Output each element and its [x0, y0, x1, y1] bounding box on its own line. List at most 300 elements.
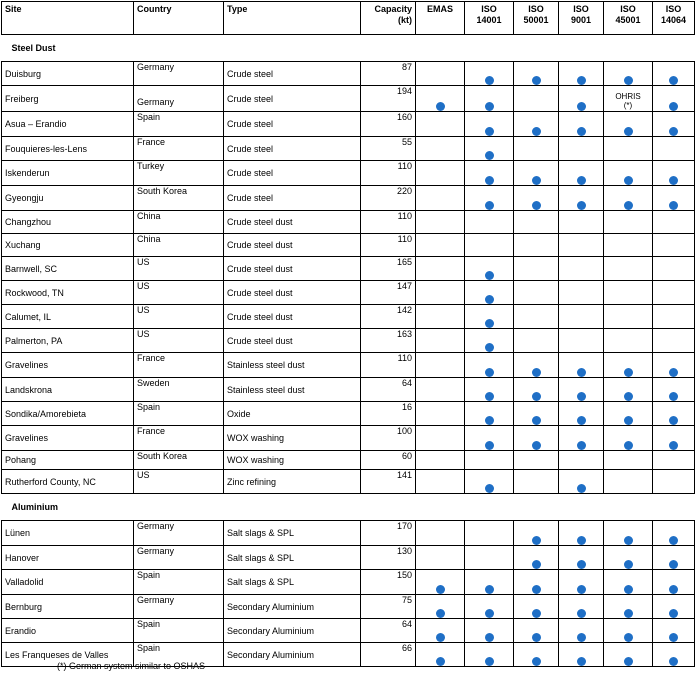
type-cell: Secondary Aluminium — [224, 595, 361, 619]
certified-dot-icon — [577, 76, 586, 85]
country-cell: US — [134, 470, 224, 494]
footnote: (*) German system similar to OSHAS — [57, 661, 206, 671]
certified-dot-icon — [624, 441, 633, 450]
certified-dot-icon — [669, 536, 678, 545]
certified-dot-icon — [532, 201, 541, 210]
certified-dot-icon — [624, 657, 633, 666]
country-cell: China — [134, 211, 224, 234]
cert-cell — [465, 521, 514, 546]
certified-dot-icon — [485, 176, 494, 185]
cert-cell — [514, 643, 559, 667]
capacity-cell: 66 — [361, 643, 416, 667]
site-cell: Gravelines — [2, 426, 134, 451]
cert-cell — [559, 86, 604, 112]
table-row — [2, 257, 695, 281]
site-cell: Iskenderun — [2, 161, 134, 186]
certified-dot-icon — [577, 633, 586, 642]
site-cell: Gravelines — [2, 353, 134, 378]
certified-dot-icon — [669, 368, 678, 377]
header-emas: EMAS — [416, 2, 465, 35]
header-iso-50001: ISO 50001 — [514, 2, 559, 35]
header-capacity: Capacity (kt) — [361, 2, 416, 35]
type-cell: Zinc refining — [224, 470, 361, 494]
cert-cell — [514, 211, 559, 234]
type-cell: Crude steel dust — [224, 329, 361, 353]
cert-cell — [465, 211, 514, 234]
cert-cell — [514, 112, 559, 137]
cert-cell — [465, 643, 514, 667]
certified-dot-icon — [577, 201, 586, 210]
capacity-cell: 110 — [361, 211, 416, 234]
cert-cell — [604, 86, 653, 112]
cert-cell — [465, 451, 514, 470]
certified-dot-icon — [577, 536, 586, 545]
cert-cell — [604, 137, 653, 161]
cert-cell — [604, 329, 653, 353]
cert-cell — [514, 470, 559, 494]
cert-cell — [416, 161, 465, 186]
type-cell: Crude steel — [224, 112, 361, 137]
type-cell: Stainless steel dust — [224, 353, 361, 378]
header-iso-45001: ISO 45001 — [604, 2, 653, 35]
country-cell: Germany — [134, 521, 224, 546]
cert-cell — [604, 257, 653, 281]
capacity-cell: 160 — [361, 112, 416, 137]
capacity-cell: 16 — [361, 402, 416, 426]
type-cell: Secondary Aluminium — [224, 619, 361, 643]
cert-cell — [416, 329, 465, 353]
certified-dot-icon — [485, 441, 494, 450]
certified-dot-icon — [577, 368, 586, 377]
certified-dot-icon — [624, 176, 633, 185]
certified-dot-icon — [624, 633, 633, 642]
certified-dot-icon — [669, 657, 678, 666]
cert-cell — [653, 211, 695, 234]
cert-cell — [465, 257, 514, 281]
cert-cell — [416, 353, 465, 378]
capacity-cell: 110 — [361, 234, 416, 257]
cert-cell — [604, 451, 653, 470]
cert-cell — [653, 86, 695, 112]
capacity-cell: 110 — [361, 161, 416, 186]
cert-cell — [514, 234, 559, 257]
table-row — [2, 353, 695, 378]
cert-cell — [559, 643, 604, 667]
cert-cell — [559, 619, 604, 643]
certified-dot-icon — [485, 76, 494, 85]
cert-cell — [653, 305, 695, 329]
certified-dot-icon — [532, 392, 541, 401]
cert-cell — [465, 137, 514, 161]
country-cell: Germany — [134, 62, 224, 86]
cert-cell — [604, 402, 653, 426]
cert-cell — [416, 234, 465, 257]
type-cell: Crude steel — [224, 86, 361, 112]
table-row — [2, 161, 695, 186]
cert-cell — [604, 353, 653, 378]
cert-cell — [416, 643, 465, 667]
cert-cell — [559, 62, 604, 86]
cert-cell — [604, 234, 653, 257]
table-row — [2, 86, 695, 112]
certified-dot-icon — [577, 585, 586, 594]
certified-dot-icon — [532, 633, 541, 642]
section-title: Aluminium — [2, 494, 695, 521]
type-cell: WOX washing — [224, 426, 361, 451]
cert-cell — [514, 137, 559, 161]
cert-cell — [604, 619, 653, 643]
cert-cell — [604, 62, 653, 86]
certified-dot-icon — [485, 319, 494, 328]
certified-dot-icon — [485, 102, 494, 111]
country-cell: France — [134, 353, 224, 378]
site-cell: Fouquieres-les-Lens — [2, 137, 134, 161]
country-cell: France — [134, 426, 224, 451]
certified-dot-icon — [485, 416, 494, 425]
cert-cell — [653, 570, 695, 595]
cert-cell — [559, 378, 604, 402]
cert-cell — [604, 546, 653, 570]
cert-cell — [559, 281, 604, 305]
certified-dot-icon — [532, 585, 541, 594]
certified-dot-icon — [669, 76, 678, 85]
type-cell: Salt slags & SPL — [224, 521, 361, 546]
type-cell: Salt slags & SPL — [224, 546, 361, 570]
site-cell: Les Franqueses de Valles — [2, 643, 134, 667]
capacity-cell: 165 — [361, 257, 416, 281]
cert-cell — [559, 112, 604, 137]
certified-dot-icon — [624, 127, 633, 136]
capacity-cell: 64 — [361, 378, 416, 402]
cert-cell — [416, 402, 465, 426]
country-cell: Turkey — [134, 161, 224, 186]
site-cell: Bernburg — [2, 595, 134, 619]
capacity-cell: 194 — [361, 86, 416, 112]
capacity-cell: 100 — [361, 426, 416, 451]
certified-dot-icon — [669, 102, 678, 111]
cert-cell — [653, 546, 695, 570]
certified-dot-icon — [436, 585, 445, 594]
cert-cell — [559, 161, 604, 186]
site-cell: Lünen — [2, 521, 134, 546]
type-cell: Stainless steel dust — [224, 378, 361, 402]
cert-cell — [604, 378, 653, 402]
country-cell: Spain — [134, 643, 224, 667]
type-cell: Crude steel — [224, 62, 361, 86]
table-body — [2, 35, 695, 667]
site-cell: Calumet, IL — [2, 305, 134, 329]
site-cell: Palmerton, PA — [2, 329, 134, 353]
cert-cell — [465, 378, 514, 402]
country-cell: US — [134, 281, 224, 305]
certified-dot-icon — [485, 368, 494, 377]
table-row — [2, 451, 695, 470]
cert-cell — [514, 426, 559, 451]
cert-cell — [465, 570, 514, 595]
table-row — [2, 329, 695, 353]
type-cell: Crude steel dust — [224, 305, 361, 329]
cert-cell — [653, 402, 695, 426]
country-cell: China — [134, 234, 224, 257]
cert-cell — [465, 86, 514, 112]
type-cell: Crude steel dust — [224, 211, 361, 234]
table-row — [2, 546, 695, 570]
cert-cell — [465, 402, 514, 426]
cert-cell — [653, 521, 695, 546]
cert-cell — [604, 643, 653, 667]
cert-cell — [653, 595, 695, 619]
certified-dot-icon — [669, 201, 678, 210]
cert-cell — [514, 62, 559, 86]
table-row — [2, 470, 695, 494]
site-cell: Gyeongju — [2, 186, 134, 211]
cert-cell — [416, 86, 465, 112]
cert-cell — [653, 62, 695, 86]
table-row — [2, 234, 695, 257]
country-cell: Spain — [134, 402, 224, 426]
site-cell: Rockwood, TN — [2, 281, 134, 305]
table-row — [2, 426, 695, 451]
certified-dot-icon — [577, 441, 586, 450]
country-cell: South Korea — [134, 451, 224, 470]
certified-dot-icon — [669, 633, 678, 642]
country-cell: Sweden — [134, 378, 224, 402]
type-cell: Crude steel — [224, 137, 361, 161]
capacity-cell: 170 — [361, 521, 416, 546]
cert-cell — [416, 137, 465, 161]
certified-dot-icon — [669, 416, 678, 425]
certified-dot-icon — [624, 609, 633, 618]
certified-dot-icon — [624, 585, 633, 594]
cert-cell — [514, 161, 559, 186]
certified-dot-icon — [577, 127, 586, 136]
header-row — [2, 2, 695, 35]
header-site: Site — [2, 2, 134, 35]
cert-cell — [416, 112, 465, 137]
certified-dot-icon — [532, 441, 541, 450]
type-cell: Crude steel dust — [224, 234, 361, 257]
type-cell: Crude steel dust — [224, 281, 361, 305]
cert-cell — [653, 378, 695, 402]
certified-dot-icon — [532, 609, 541, 618]
cert-cell — [559, 426, 604, 451]
cert-cell — [559, 470, 604, 494]
certified-dot-icon — [485, 295, 494, 304]
certified-dot-icon — [624, 76, 633, 85]
certified-dot-icon — [532, 176, 541, 185]
cert-cell — [653, 329, 695, 353]
cert-cell — [559, 211, 604, 234]
section-header-row — [2, 35, 695, 62]
capacity-cell: 142 — [361, 305, 416, 329]
cert-cell — [559, 570, 604, 595]
site-cell: Barnwell, SC — [2, 257, 134, 281]
cert-cell — [559, 257, 604, 281]
cert-cell — [514, 570, 559, 595]
type-cell: Oxide — [224, 402, 361, 426]
cert-cell — [604, 305, 653, 329]
table-row — [2, 137, 695, 161]
country-cell: Spain — [134, 570, 224, 595]
country-cell: France — [134, 137, 224, 161]
capacity-cell: 110 — [361, 353, 416, 378]
certified-dot-icon — [624, 392, 633, 401]
type-cell: Secondary Aluminium — [224, 643, 361, 667]
cert-cell — [604, 521, 653, 546]
table-row — [2, 281, 695, 305]
certified-dot-icon — [485, 151, 494, 160]
cert-cell — [653, 186, 695, 211]
capacity-cell: 141 — [361, 470, 416, 494]
header-iso-14001: ISO 14001 — [465, 2, 514, 35]
cert-cell — [465, 281, 514, 305]
cert-cell — [604, 570, 653, 595]
certified-dot-icon — [485, 201, 494, 210]
certified-dot-icon — [436, 102, 445, 111]
cert-cell — [416, 281, 465, 305]
site-cell: Rutherford County, NC — [2, 470, 134, 494]
certified-dot-icon — [669, 441, 678, 450]
capacity-cell: 75 — [361, 595, 416, 619]
table-row — [2, 186, 695, 211]
cert-cell — [559, 329, 604, 353]
cert-cell — [653, 281, 695, 305]
cert-cell — [604, 595, 653, 619]
cert-cell — [653, 257, 695, 281]
type-cell: Crude steel dust — [224, 257, 361, 281]
cert-cell — [653, 426, 695, 451]
certified-dot-icon — [577, 484, 586, 493]
certified-dot-icon — [669, 127, 678, 136]
certified-dot-icon — [669, 585, 678, 594]
cert-cell — [514, 546, 559, 570]
table-row — [2, 211, 695, 234]
certified-dot-icon — [485, 633, 494, 642]
certified-dot-icon — [624, 416, 633, 425]
cert-cell — [416, 211, 465, 234]
cert-cell — [416, 546, 465, 570]
certified-dot-icon — [532, 416, 541, 425]
header-iso-9001: ISO 9001 — [559, 2, 604, 35]
certified-dot-icon — [485, 609, 494, 618]
cert-cell — [465, 426, 514, 451]
certified-dot-icon — [532, 657, 541, 666]
certified-dot-icon — [577, 416, 586, 425]
cert-cell — [465, 62, 514, 86]
cert-cell — [416, 570, 465, 595]
cert-cell — [514, 329, 559, 353]
cert-cell — [416, 619, 465, 643]
cert-cell — [465, 186, 514, 211]
cert-cell — [604, 426, 653, 451]
certified-dot-icon — [485, 657, 494, 666]
cert-cell — [604, 211, 653, 234]
table-row — [2, 521, 695, 546]
table-row — [2, 402, 695, 426]
country-cell: South Korea — [134, 186, 224, 211]
certified-dot-icon — [485, 484, 494, 493]
certified-dot-icon — [532, 127, 541, 136]
table-row — [2, 305, 695, 329]
cert-cell — [465, 353, 514, 378]
cert-cell — [653, 353, 695, 378]
cert-cell — [514, 281, 559, 305]
site-cell: Erandio — [2, 619, 134, 643]
cert-cell — [604, 112, 653, 137]
country-cell: US — [134, 329, 224, 353]
capacity-cell: 163 — [361, 329, 416, 353]
table-row — [2, 570, 695, 595]
table-row — [2, 62, 695, 86]
cert-cell — [653, 643, 695, 667]
certified-dot-icon — [485, 271, 494, 280]
site-cell: Sondika/Amorebieta — [2, 402, 134, 426]
capacity-cell: 64 — [361, 619, 416, 643]
table-row — [2, 619, 695, 643]
cert-cell — [416, 305, 465, 329]
header-iso-14064: ISO 14064 — [653, 2, 695, 35]
capacity-cell: 55 — [361, 137, 416, 161]
header-type: Type — [224, 2, 361, 35]
cert-cell — [416, 521, 465, 546]
cert-cell — [653, 137, 695, 161]
cert-cell — [653, 112, 695, 137]
cert-cell — [559, 305, 604, 329]
capacity-cell: 220 — [361, 186, 416, 211]
certified-dot-icon — [669, 392, 678, 401]
capacity-cell: 150 — [361, 570, 416, 595]
cert-cell — [559, 137, 604, 161]
certified-dot-icon — [577, 609, 586, 618]
certified-dot-icon — [436, 657, 445, 666]
cert-cell — [416, 470, 465, 494]
section-title: Steel Dust — [2, 35, 695, 62]
certified-dot-icon — [624, 368, 633, 377]
certified-dot-icon — [624, 201, 633, 210]
certified-dot-icon — [485, 343, 494, 352]
cert-cell — [653, 234, 695, 257]
certified-dot-icon — [485, 127, 494, 136]
table-row — [2, 112, 695, 137]
certified-dot-icon — [669, 176, 678, 185]
capacity-cell: 60 — [361, 451, 416, 470]
cert-cell — [559, 353, 604, 378]
certified-dot-icon — [577, 657, 586, 666]
cert-cell — [559, 451, 604, 470]
cert-cell — [416, 378, 465, 402]
cert-cell — [514, 305, 559, 329]
cert-cell — [559, 595, 604, 619]
certified-dot-icon — [669, 560, 678, 569]
cert-cell — [465, 595, 514, 619]
certified-dot-icon — [436, 633, 445, 642]
type-cell: Salt slags & SPL — [224, 570, 361, 595]
capacity-cell: 147 — [361, 281, 416, 305]
cert-cell — [514, 378, 559, 402]
cert-cell — [514, 619, 559, 643]
cert-cell — [465, 112, 514, 137]
cert-cell — [465, 161, 514, 186]
certified-dot-icon — [436, 609, 445, 618]
certified-dot-icon — [577, 392, 586, 401]
cert-cell — [514, 186, 559, 211]
cert-cell — [514, 353, 559, 378]
certified-dot-icon — [532, 560, 541, 569]
certified-dot-icon — [485, 392, 494, 401]
cert-cell — [514, 451, 559, 470]
cert-cell — [653, 451, 695, 470]
cert-cell — [416, 257, 465, 281]
